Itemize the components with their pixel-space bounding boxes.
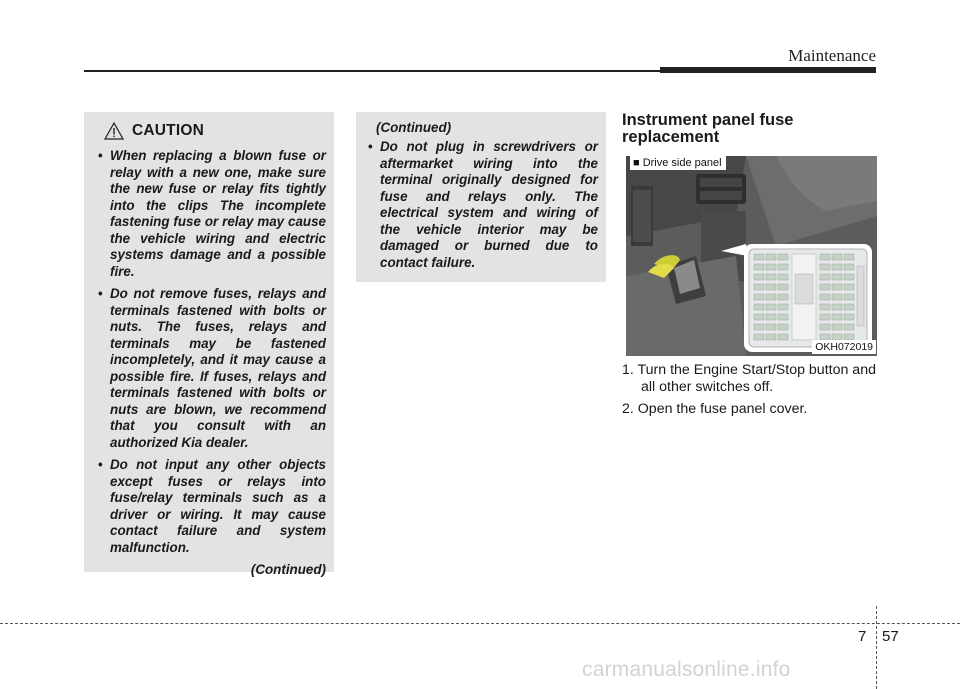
continued-bullet: • Do not plug in screwdrivers or aftermarket wiring into the terminal originally designed for fuse and relays only. The electrical system and wiring of the vehicle interior may be damaged or burned due to contact failure. xyxy=(368,139,598,270)
caution-box xyxy=(84,112,334,577)
fuse-panel-illustration xyxy=(626,156,877,356)
caution-bullet: • Do not input any other objects except fuses or relays into fuse/relay terminals such as a driver or wiring. It may cause contact failure and system malfunction. xyxy=(98,457,326,555)
warning-triangle-icon xyxy=(104,122,124,140)
section-heading: Instrument panel fuse replacement xyxy=(622,111,794,146)
caution-title: CAUTION xyxy=(132,122,205,139)
step-item: 2. Open the fuse panel cover. xyxy=(622,401,808,417)
figure-code: OKH072019 xyxy=(812,340,876,354)
caution-header xyxy=(104,120,326,142)
chapter-number: 7 xyxy=(858,628,867,645)
continued-note: (Continued) xyxy=(250,562,326,577)
footer-rule xyxy=(0,623,960,624)
continued-box xyxy=(356,112,606,282)
steps-list xyxy=(622,362,880,424)
caution-bullet: • When replacing a blown fuse or relay with a new one, make sure the new fuse or relay fits tightly into the clips The incomplete fastening fuse or relay may cause the vehicle wiring and electric systems damage and a possible fire. xyxy=(98,148,326,279)
step-item: 1. Turn the Engine Start/Stop button and all other switches off. xyxy=(622,362,876,395)
continued-label: (Continued) xyxy=(376,120,452,135)
page-number: 57 xyxy=(882,628,899,645)
fuse-panel-figure xyxy=(626,156,877,356)
figure-caption: ■ Drive side panel xyxy=(630,156,726,170)
footer-divider xyxy=(876,606,877,689)
header-rule xyxy=(84,70,660,72)
caution-bullet: • Do not remove fuses, relays and terminals fastened with bolts or nuts. The fuses, relays and terminals may be fastened incompletely, and it may cause a possible fire. If fuses, relays and terminals fastened with bolts or nuts are blown, we recommend that you consult with an authorized Kia dealer. xyxy=(98,286,326,450)
section-title: Maintenance xyxy=(788,46,876,65)
watermark: carmanualsonline.info xyxy=(582,658,791,681)
header-rule-thick xyxy=(660,67,876,73)
